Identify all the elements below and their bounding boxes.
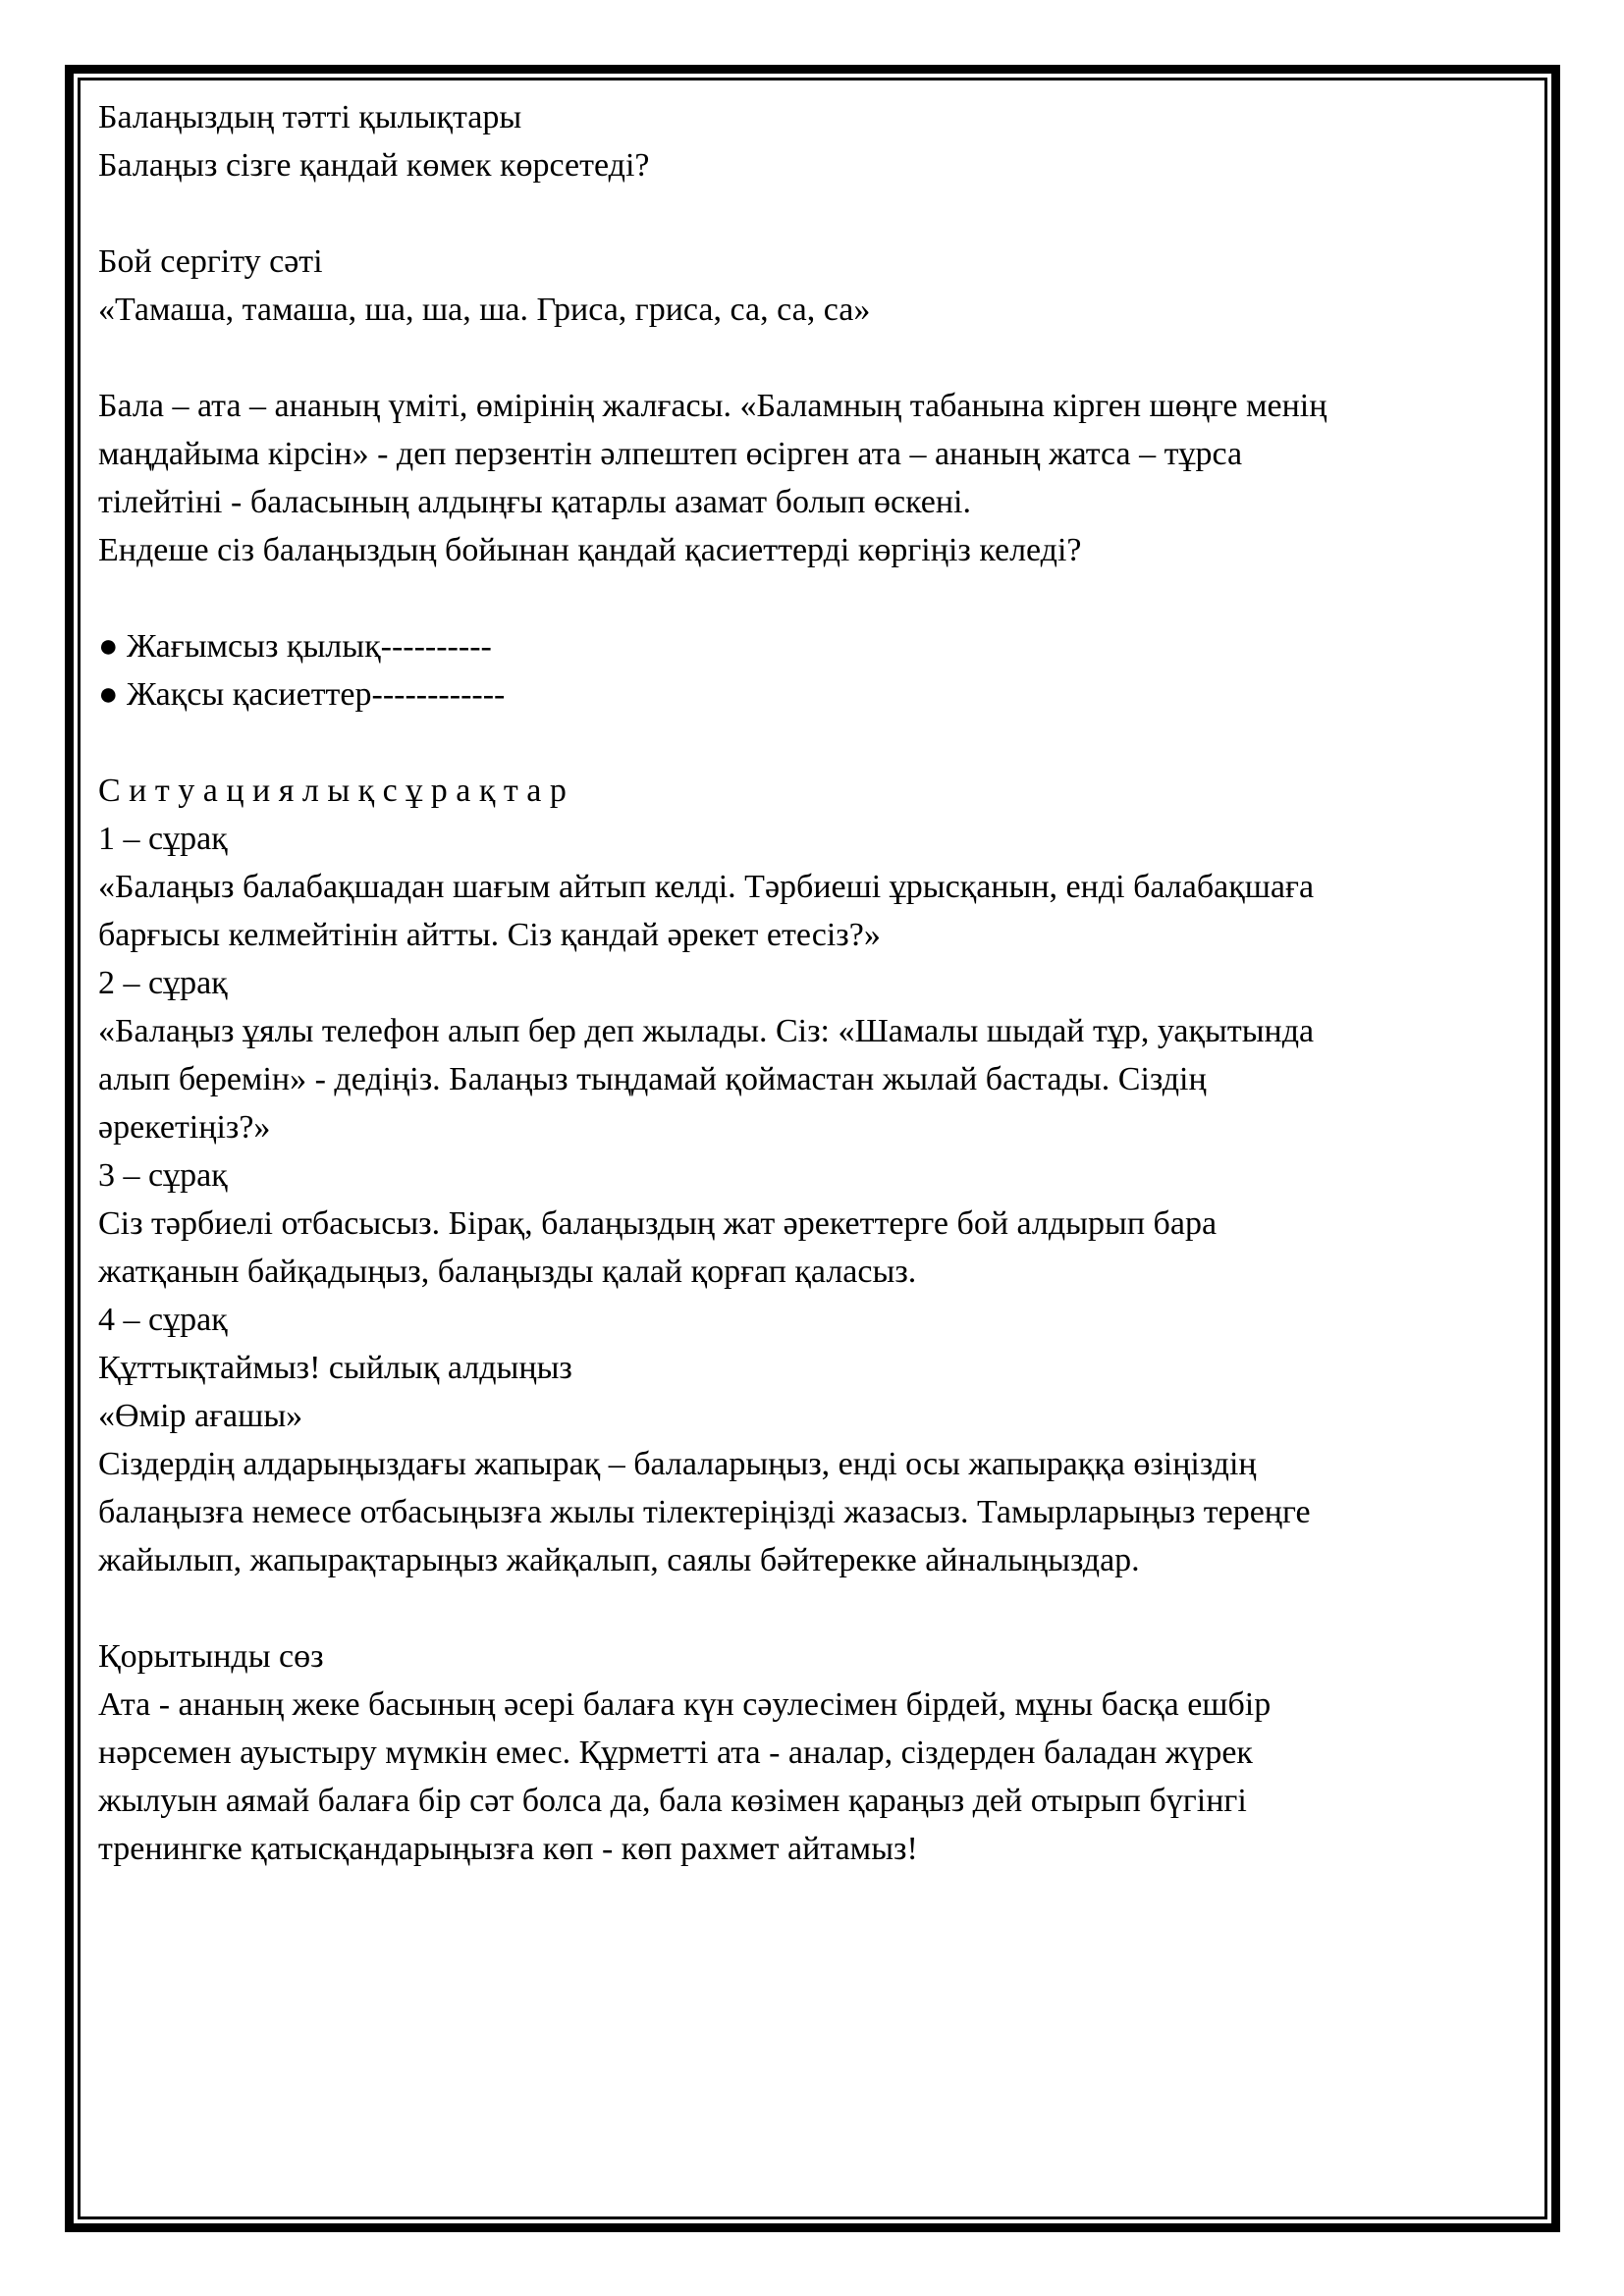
question-2-line: «Балаңыз ұялы телефон алып бер деп жылады. Сіз: «Шамалы шыдай тұр, уақытында [98, 1013, 1315, 1049]
warmup-title: Бой сергіту сәті [98, 243, 323, 280]
intro-line-2: Балаңыз сізге қандай көмек көрсетеді? [98, 147, 650, 184]
tree-line: жайылып, жапырақтарыңыз жайқалып, саялы бәйтерекке айналыңыздар. [98, 1542, 1140, 1578]
bullet-text: Жағымсыз қылық---------- [127, 628, 492, 665]
closing-line: жылуын аямай балаға бір сәт болса да, бала көзімен қараңыз дей отырып бүгінгі [98, 1783, 1247, 1819]
bullet-item-negative [98, 627, 492, 667]
question-1-line: «Балаңыз балабақшадан шағым айтып келді. Тәрбиеші ұрысқанын, енді балабақшаға [98, 869, 1315, 905]
intro-line-1: Балаңыздың тәтті қылықтары [98, 99, 522, 135]
question-4-line: Құттықтаймыз! сыйлық алдыңыз [98, 1350, 572, 1386]
paragraph-line: маңдайыма кірсін» - деп перзентін әлпештеп өсірген ата – ананың жатса – тұрса [98, 436, 1243, 472]
paragraph-line: Ендеше сіз балаңыздың бойынан қандай қасиеттерді көргіңіз келеді? [98, 532, 1082, 568]
tree-line: балаңызға немесе отбасыңызға жылы тілектеріңізді жазасыз. Тамырларыңыз тереңге [98, 1494, 1311, 1530]
question-3-line: жатқанын байқадыңыз, балаңызды қалай қорғап қаласыз. [98, 1254, 917, 1290]
paragraph-line: Бала – ата – ананың үміті, өмірінің жалғасы. «Баламның табанына кірген шөңге менің [98, 388, 1327, 424]
closing-line: тренингке қатысқандарыңызға көп - көп рахмет айтамыз! [98, 1831, 918, 1867]
tree-line: Сіздердің алдарыңыздағы жапырақ – балаларыңыз, енді осы жапыраққа өзіңіздің [98, 1446, 1257, 1482]
closing-line: нәрсемен ауыстыру мүмкін емес. Құрметті ата - аналар, сіздерден баладан жүрек [98, 1735, 1253, 1771]
question-3-line: Сіз тәрбиелі отбасысыз. Бірақ, балаңыздың жат әрекеттерге бой алдырып бара [98, 1205, 1218, 1242]
closing-line: Ата - ананың жеке басының әсері балаға күн сәулесімен бірдей, мұны басқа ешбір [98, 1686, 1272, 1723]
question-1-label: 1 – сұрақ [98, 821, 228, 857]
bullet-symbol: ● [98, 628, 119, 665]
question-2-line: әрекетіңіз?» [98, 1109, 271, 1146]
paragraph-line: тілейтіні - баласының алдыңғы қатарлы азамат болып өскені. [98, 484, 971, 520]
question-1-line: барғысы келмейтінін айтты. Сіз қандай әрекет етесіз?» [98, 917, 881, 953]
bullet-text: Жақсы қасиеттер------------ [127, 676, 506, 713]
tree-title: «Өмір ағашы» [98, 1398, 303, 1434]
bullet-item-positive [98, 675, 505, 715]
closing-title: Қорытынды сөз [98, 1638, 324, 1675]
warmup-chant: «Тамаша, тамаша, ша, ша, ша. Гриса, гриса, са, са, са» [98, 292, 871, 328]
question-3-label: 3 – сұрақ [98, 1157, 228, 1194]
bullet-symbol: ● [98, 676, 119, 713]
question-4-label: 4 – сұрақ [98, 1302, 228, 1338]
question-2-label: 2 – сұрақ [98, 965, 228, 1001]
situational-title: С и т у а ц и я л ы қ с ұ р а қ т а р [98, 773, 567, 809]
question-2-line: алып беремін» - дедіңіз. Балаңыз тыңдамай қоймастан жылай бастады. Сіздің [98, 1061, 1207, 1097]
